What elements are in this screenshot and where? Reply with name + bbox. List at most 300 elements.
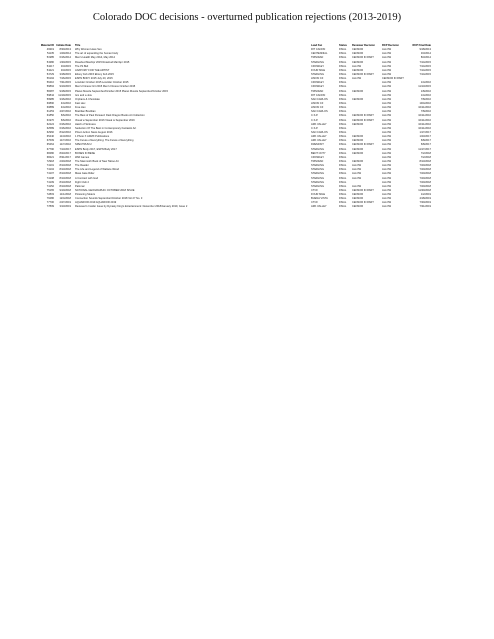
cell-initiate-date: 4/4/2016	[60, 101, 71, 105]
cell-rcp-final-date: 8/3/2014	[420, 56, 431, 60]
cell-rcp-final-date: 7/14/2015	[419, 64, 431, 68]
cell-lead-fac: C.S.P.	[311, 118, 319, 122]
cell-rcp-final-date: 7/20/2018	[419, 176, 431, 180]
cell-title: The Future of Everything: The Future of Everything	[75, 139, 134, 143]
cell-title: Men's Health May 2014, May 2014	[75, 56, 115, 60]
cell-rcp-decision: ALLOW	[382, 85, 392, 89]
cell-title: SPECTRUM 2	[75, 143, 92, 147]
cell-status: FINAL	[339, 101, 347, 105]
cell-lead-fac: RIT CANON	[311, 48, 326, 52]
cell-material-id: 54729	[46, 72, 54, 76]
cell-status: FINAL	[339, 197, 347, 201]
cell-material-id: 59844	[46, 93, 54, 97]
cell-reviewer-decision: CENSOR	[352, 197, 364, 201]
cell-reviewer-decision: CENSOR	[352, 97, 364, 101]
cell-title: A Contract with God	[75, 176, 99, 180]
cell-title: Seduction Of The Best in Contemporary Fantastic Art	[75, 126, 137, 130]
cell-material-id: 72918	[46, 159, 54, 163]
cell-title: ESPN Body 2017, ESPN Body 2017	[75, 147, 117, 151]
cell-rcp-decision: ALLOW	[382, 97, 392, 101]
cell-title: Ism and a Jew	[75, 93, 92, 97]
cell-title: Fight Club 2	[75, 180, 89, 184]
cell-initiate-date: 4/27/2016	[59, 110, 71, 114]
cell-rcp-final-date: 1/4/2016	[420, 93, 431, 97]
cell-title: Prison Action News August 2016	[75, 130, 113, 134]
cell-lead-fac: FOUR MILE	[311, 193, 326, 197]
cell-rcp-decision: ALLOW	[382, 81, 392, 85]
cell-reviewer-decision: CENSOR IN PART	[352, 143, 374, 147]
cell-rcp-final-date: 11/30/2018	[418, 188, 431, 192]
cell-initiate-date: 1/29/2014	[59, 52, 71, 56]
cell-lead-fac: CROWLEY	[311, 85, 325, 89]
cell-reviewer-decision: CENSOR IN PART	[352, 56, 374, 60]
cell-material-id: 59985	[46, 97, 54, 101]
cell-initiate-date: 7/16/2015	[59, 77, 71, 81]
cell-lead-fac: CTCF	[311, 188, 318, 192]
cell-reviewer-decision: ALLOW	[352, 64, 362, 68]
cell-status: FINAL	[339, 48, 347, 52]
cell-title: Hatch of Sickness	[75, 122, 96, 126]
column-header-material-id: Material ID	[40, 44, 54, 47]
cell-title: The Mammoth Book of New Tattoo Art	[75, 159, 119, 163]
cell-title: The art of expanding the human body	[75, 52, 119, 56]
cell-lead-fac: TRINIDAD	[311, 159, 324, 163]
cell-initiate-date: 2/20/2018	[59, 159, 71, 163]
cell-reviewer-decision: CENSOR IN PART	[352, 188, 374, 192]
cell-initiate-date: 8/13/2018	[59, 164, 71, 168]
cell-material-id: 76286	[46, 197, 54, 201]
cell-rcp-decision: ALLOW	[382, 122, 392, 126]
cell-status: FINAL	[339, 201, 347, 205]
cell-initiate-date: 9/18/2015	[59, 89, 71, 93]
cell-title: ANATOMY FOR THE ARTIST	[75, 68, 110, 72]
cell-initiate-date: 6/16/2014	[59, 56, 71, 60]
cell-title: The Life and Legend of Wallace Wood	[75, 168, 119, 172]
cell-lead-fac: STERLING	[311, 184, 324, 188]
cell-status: FINAL	[339, 143, 347, 147]
table-row	[40, 205, 460, 209]
cell-rcp-decision: ALLOW	[382, 135, 392, 139]
cell-rcp-final-date: 7/14/2015	[419, 72, 431, 76]
cell-title: BONES IN BESE	[75, 151, 96, 155]
cell-rcp-final-date: 1/23/2017	[419, 135, 431, 139]
cell-initiate-date: 8/13/2018	[59, 176, 71, 180]
cell-reviewer-decision: CENSOR IN PART	[352, 114, 374, 118]
cell-initiate-date: 7/31/2015	[59, 81, 71, 85]
cell-initiate-date: 6/16/2016	[59, 126, 71, 130]
cell-material-id: 49319	[46, 48, 54, 52]
cell-rcp-final-date: 6/8/2017	[420, 139, 431, 143]
cell-material-id: 65464	[46, 143, 54, 147]
cell-lead-fac: CROWLEY	[311, 64, 325, 68]
cell-rcp-decision: ALLOW	[382, 72, 392, 76]
cell-rcp-final-date: 11/17/2017	[418, 147, 431, 151]
cell-rcp-final-date: 1/8/2016	[420, 89, 431, 93]
cell-status: FINAL	[339, 110, 347, 114]
cell-rcp-decision: ALLOW	[382, 159, 392, 163]
cell-reviewer-decision: CENSOR	[352, 52, 364, 56]
cell-initiate-date: 6/6/2016	[60, 118, 71, 122]
cell-initiate-date: 8/30/2013	[59, 48, 71, 52]
cell-lead-fac: CROWLEY	[311, 155, 325, 159]
cell-status: FINAL	[339, 176, 347, 180]
cell-material-id: 51135	[46, 52, 54, 56]
cell-reviewer-decision: CENSOR	[352, 122, 364, 126]
cell-status: FINAL	[339, 135, 347, 139]
cell-reviewer-decision: CENSOR	[352, 68, 364, 72]
cell-status: FINAL	[339, 151, 347, 155]
cell-lead-fac: STERLING	[311, 172, 324, 176]
cell-lead-fac: SAN CARLOS	[311, 97, 328, 101]
cell-status: FINAL	[339, 122, 347, 126]
cell-lead-fac: C.S.P.	[311, 126, 319, 130]
cell-rcp-decision: ALLOW	[382, 201, 392, 205]
cell-material-id: 75165	[46, 188, 54, 192]
cell-status: FINAL	[339, 164, 347, 168]
cell-rcp-decision: ALLOW	[382, 106, 392, 110]
cell-rcp-final-date: 4/18/2019	[419, 197, 431, 201]
cell-material-id: 74152	[46, 184, 54, 188]
cell-material-id: 54380	[46, 60, 54, 64]
cell-lead-fac: BUENA VISTA	[311, 197, 328, 201]
cell-status: FINAL	[339, 139, 347, 143]
cell-title: 1 Photo X ADMX Publications	[75, 135, 110, 139]
cell-material-id: 74108	[46, 176, 54, 180]
cell-rcp-final-date: 6/8/2017	[420, 143, 431, 147]
cell-reviewer-decision: CENSOR	[352, 147, 364, 151]
cell-lead-fac: CROWLEY	[311, 81, 325, 85]
cell-rcp-decision: ALLOW	[382, 60, 392, 64]
cell-initiate-date: 11/19/2015	[58, 93, 71, 97]
cell-rcp-decision: ALLOW	[382, 143, 392, 147]
cell-lead-fac: STERLING	[311, 168, 324, 172]
cell-status: FINAL	[339, 60, 347, 64]
cell-status: FINAL	[339, 193, 347, 197]
cell-title: Why Women Have Sex	[75, 48, 102, 52]
cell-rcp-decision: ALLOW	[382, 110, 392, 114]
cell-rcp-decision: ALLOW	[382, 205, 392, 209]
cell-title: The Best of Paul Persaud: Dark Dragon Books Art Collection	[75, 114, 145, 118]
decisions-table	[40, 44, 460, 210]
cell-material-id: 74109	[46, 180, 54, 184]
cell-reviewer-decision: ALLOW	[352, 184, 362, 188]
cell-initiate-date: 9/10/2015	[59, 85, 71, 89]
cell-rcp-decision: ALLOW	[382, 101, 392, 105]
cell-material-id: 58487	[46, 89, 54, 93]
cell-title: Rosebud Mar/Apr 2015 Rosebud Mar/Apr 2015	[75, 60, 130, 64]
cell-rcp-decision: ALLOW	[382, 64, 392, 68]
cell-status: FINAL	[339, 85, 347, 89]
cell-status: FINAL	[339, 64, 347, 68]
cell-rcp-decision: ALLOW	[382, 147, 392, 151]
cell-rcp-decision: ALLOW	[382, 126, 392, 130]
cell-material-id: 51985	[46, 56, 54, 60]
cell-rcp-final-date: 7/14/2015	[419, 60, 431, 64]
cell-material-id: 61850	[46, 114, 54, 118]
cell-rcp-final-date: 7/20/2018	[419, 180, 431, 184]
cell-reviewer-decision: ALLOW	[352, 164, 362, 168]
cell-lead-fac: ARK VALLEY	[311, 122, 327, 126]
cell-initiate-date: 8/13/2018	[59, 172, 71, 176]
cell-status: FINAL	[339, 118, 347, 122]
cell-material-id: 62224	[46, 122, 54, 126]
cell-rcp-decision: ALLOW	[382, 184, 392, 188]
cell-rcp-final-date: 3/3/2014	[420, 52, 431, 56]
cell-status: FINAL	[339, 130, 347, 134]
cell-initiate-date: 8/13/2018	[59, 168, 71, 172]
cell-initiate-date: 8/13/2018	[59, 184, 71, 188]
cell-reviewer-decision: ALLOW	[352, 168, 362, 172]
cell-title: Poisoning Sisters	[75, 193, 96, 197]
cell-material-id: 67790	[46, 147, 54, 151]
cell-lead-fac: FREMONT	[311, 143, 324, 147]
cell-reviewer-decision: CENSOR	[352, 89, 364, 93]
cell-reviewer-decision: ALLOW	[352, 172, 362, 176]
cell-initiate-date: 3/13/2019	[59, 205, 71, 209]
cell-lead-fac: STERLING	[311, 176, 324, 180]
cell-rcp-final-date: 7/8/2016	[420, 97, 431, 101]
cell-status: FINAL	[339, 172, 347, 176]
column-header-reviewer-decision: Reviewer Decision	[352, 44, 375, 47]
cell-title: Ebony Feb 2015 Ebony Feb 2015	[75, 72, 114, 76]
cell-title: Fast Hex	[75, 101, 86, 105]
cell-initiate-date: 11/7/2016	[59, 139, 71, 143]
column-header-rcp-final-date: RCP Final Date	[412, 44, 431, 47]
cell-status: FINAL	[339, 159, 347, 163]
cell-rcp-final-date: 7/8/2016	[420, 110, 431, 114]
cell-material-id: 56410	[46, 81, 54, 85]
column-header-initiate-date: Initiate Date	[56, 44, 71, 47]
cell-material-id: 62960	[46, 130, 54, 134]
cell-lead-fac: STERLING	[311, 164, 324, 168]
cell-title: Wild Games	[75, 155, 90, 159]
cell-title: Palomar	[75, 184, 85, 188]
cell-material-id: 60889	[46, 106, 54, 110]
cell-rcp-final-date: 10/11/2016	[418, 126, 431, 130]
cell-title: Men's Fitness Oct 2015 Men's Fitness October 2015	[75, 85, 136, 89]
cell-rcp-decision: ALLOW	[382, 89, 392, 93]
cell-status: FINAL	[339, 155, 347, 159]
cell-title: Lowrider October 2015 Lowrider October 2015	[75, 81, 129, 85]
cell-lead-fac: SAN CARLOS	[311, 130, 328, 134]
cell-rcp-final-date: 7/20/2018	[419, 172, 431, 176]
cell-rcp-final-date: 10/11/2016	[418, 106, 431, 110]
cell-reviewer-decision: CENSOR	[352, 205, 364, 209]
cell-reviewer-decision: CENSOR	[352, 193, 364, 197]
cell-title: The Reader	[75, 164, 89, 168]
cell-status: FINAL	[339, 72, 347, 76]
cell-rcp-decision: ALLOW	[382, 188, 392, 192]
cell-rcp-final-date: 7/20/2018	[419, 168, 431, 172]
column-header-lead-fac: Lead Fac	[311, 44, 323, 47]
cell-material-id: 77809	[46, 205, 54, 209]
cell-material-id: 54221	[46, 68, 54, 72]
cell-lead-fac: STERLING	[311, 60, 324, 64]
cell-status: FINAL	[339, 89, 347, 93]
cell-reviewer-decision: CENSOR	[352, 60, 364, 64]
cell-initiate-date: 11/7/2016	[59, 143, 71, 147]
cell-lead-fac: ARK VALLEY	[311, 135, 327, 139]
cell-rcp-decision: ALLOW	[382, 93, 392, 97]
cell-rcp-final-date: 10/11/2016	[418, 114, 431, 118]
cell-status: FINAL	[339, 68, 347, 72]
cell-rcp-final-date: 7/31/2019	[419, 205, 431, 209]
cell-reviewer-decision: CENSOR IN PART	[352, 72, 374, 76]
cell-rcp-decision: ALLOW	[382, 197, 392, 201]
cell-rcp-decision: ALLOW	[382, 48, 392, 52]
cell-title: AQUARIOR 2019 AQUARIOR 2019	[75, 201, 117, 205]
cell-material-id: 74104	[46, 168, 54, 172]
cell-material-id: 74101	[46, 164, 54, 168]
cell-material-id: 60890	[46, 101, 54, 105]
cell-reviewer-decision: CENSOR IN PART	[352, 118, 374, 122]
cell-status: FINAL	[339, 52, 347, 56]
cell-reviewer-decision: CENSOR	[352, 48, 364, 52]
cell-status: FINAL	[339, 147, 347, 151]
cell-rcp-final-date: 8/13/2018	[419, 159, 431, 163]
cell-rcp-final-date: 7/14/2015	[419, 68, 431, 72]
cell-status: FINAL	[339, 205, 347, 209]
column-header-title: Title	[75, 44, 81, 47]
cell-lead-fac: CENTENNIAL	[311, 52, 328, 56]
cell-reviewer-decision: CENSOR	[352, 139, 364, 143]
cell-lead-fac: ARK VALLEY	[311, 139, 327, 143]
cell-material-id: 68480	[46, 151, 54, 155]
cell-rcp-decision: ALLOW	[382, 130, 392, 134]
cell-title: Free Hex	[75, 106, 86, 110]
cell-lead-fac: STERLING	[311, 72, 324, 76]
column-header-status: Status	[339, 44, 347, 47]
cell-lead-fac: SAN CARLOS	[311, 110, 328, 114]
cell-status: FINAL	[339, 56, 347, 60]
cell-title: Reviewer's Insider Issue by Dynasty King's Entertainment: December 2018/January 2019, Issue 2	[75, 205, 188, 209]
cell-rcp-final-date: 7/30/2019	[419, 201, 431, 205]
cell-title: Orphans & Chocolate	[75, 97, 100, 101]
cell-rcp-decision: ALLOW	[382, 114, 392, 118]
cell-rcp-decision: ALLOW	[382, 164, 392, 168]
cell-rcp-final-date: 7/20/2018	[419, 184, 431, 188]
cell-reviewer-decision: CENSOR	[352, 159, 364, 163]
cell-initiate-date: 7/13/2017	[59, 147, 71, 151]
cell-initiate-date: 11/1/2018	[59, 193, 71, 197]
cell-status: FINAL	[339, 180, 347, 184]
cell-material-id: 61453	[46, 110, 54, 114]
cell-lead-fac: TRINIDAD	[311, 89, 324, 93]
cell-rcp-final-date: 11/13/2015	[418, 85, 431, 89]
cell-rcp-final-date: 7/2/2018	[420, 155, 431, 159]
cell-material-id: 68421	[46, 155, 54, 159]
cell-title: NATIONAL GEOGRAPHIC OCTOBER 2018 ISSUE	[75, 188, 135, 192]
cell-initiate-date: 8/12/2016	[59, 130, 71, 134]
cell-rcp-decision: ALLOW	[382, 180, 392, 184]
cell-rcp-final-date: 10/11/2016	[418, 118, 431, 122]
cell-rcp-decision: CENSOR IN PART	[382, 77, 404, 81]
cell-rcp-decision: ALLOW	[382, 168, 392, 172]
cell-lead-fac: STERLING	[311, 147, 324, 151]
cell-material-id: 65440	[46, 135, 54, 139]
cell-initiate-date: 3/3/2015	[60, 68, 71, 72]
cell-lead-fac: LIMON CF	[311, 106, 324, 110]
cell-initiate-date: 1/30/2015	[59, 60, 71, 64]
cell-lead-fac: BENT CNTY	[311, 151, 326, 155]
cell-rcp-final-date: 10/4/2016	[419, 101, 431, 105]
cell-rcp-decision: ALLOW	[382, 172, 392, 176]
cell-rcp-decision: ALLOW	[382, 155, 392, 159]
cell-status: FINAL	[339, 168, 347, 172]
cell-rcp-decision: ALLOW	[382, 176, 392, 180]
cell-lead-fac: STERLING	[311, 180, 324, 184]
cell-initiate-date: 12/4/2018	[59, 197, 71, 201]
cell-lead-fac: ARK VALLEY	[311, 205, 327, 209]
cell-initiate-date: 3/16/2016	[59, 97, 71, 101]
cell-status: FINAL	[339, 77, 347, 81]
cell-lead-fac: CTCF	[311, 201, 318, 205]
cell-rcp-final-date: 7/2/2018	[420, 151, 431, 155]
cell-rcp-final-date: 1/4/2016	[420, 81, 431, 85]
cell-status: FINAL	[339, 184, 347, 188]
cell-rcp-decision: ALLOW	[382, 193, 392, 197]
cell-rcp-final-date: 1/17/2017	[419, 130, 431, 134]
column-header-rcp-decision: RCP Decision	[382, 44, 399, 47]
cell-reviewer-decision: ALLOW	[352, 77, 362, 81]
cell-lead-fac: C.S.P.	[311, 114, 319, 118]
cell-title: ESPN BODY 2015 July 20, 2015	[75, 77, 113, 81]
cell-initiate-date: 8/31/2017	[59, 155, 71, 159]
cell-material-id: 77700	[46, 201, 54, 205]
cell-title: The Pit Bull	[75, 64, 89, 68]
cell-status: FINAL	[339, 126, 347, 130]
cell-status: FINAL	[339, 81, 347, 85]
cell-reviewer-decision: ALLOW	[352, 176, 362, 180]
cell-lead-fac: RIT CANON	[311, 93, 326, 97]
cell-status: FINAL	[339, 97, 347, 101]
cell-rcp-decision: ALLOW	[382, 151, 392, 155]
cell-material-id: 61970	[46, 118, 54, 122]
cell-title: Connection Sounds September/October 2018 Vol 27 No. 3	[75, 197, 143, 201]
cell-initiate-date: 11/3/2016	[59, 135, 71, 139]
cell-title: Planet Muscle September/October 2015 Planet Muscle September/October 2015	[75, 89, 168, 93]
cell-lead-fac: FOUR MILE	[311, 68, 326, 72]
cell-material-id: 56194	[46, 77, 54, 81]
cell-status: FINAL	[339, 106, 347, 110]
cell-material-id: 67609	[46, 139, 54, 143]
cell-reviewer-decision: CENSOR IN PART	[352, 201, 374, 205]
cell-initiate-date: 6/6/2016	[60, 114, 71, 118]
cell-rcp-final-date: 7/20/2018	[419, 164, 431, 168]
page-title: Colorado DOC decisions - overturned publication rejections (2013-2019)	[92, 12, 402, 23]
cell-lead-fac: TRINIDAD	[311, 56, 324, 60]
cell-status: FINAL	[339, 188, 347, 192]
cell-initiate-date: 8/13/2018	[59, 180, 71, 184]
cell-material-id: 56894	[46, 85, 54, 89]
cell-initiate-date: 8/23/2017	[59, 151, 71, 155]
cell-initiate-date: 9/10/2018	[59, 188, 71, 192]
cell-initiate-date: 4/4/2016	[60, 106, 71, 110]
cell-title: Visual w September 2016 Visual w September 2016	[75, 118, 135, 122]
cell-material-id: 62589	[46, 126, 54, 130]
cell-rcp-decision: ALLOW	[382, 52, 392, 56]
cell-lead-fac: LIMON CF	[311, 101, 324, 105]
cell-initiate-date: 2/27/2019	[59, 201, 71, 205]
cell-reviewer-decision: CENSOR	[352, 151, 364, 155]
cell-rcp-decision: ALLOW	[382, 139, 392, 143]
cell-rcp-final-date: 9/18/2013	[419, 48, 431, 52]
cell-rcp-decision: ALLOW	[382, 118, 392, 122]
cell-initiate-date: 3/18/2015	[59, 72, 71, 76]
cell-lead-fac: LIMON CF	[311, 77, 324, 81]
cell-reviewer-decision: CENSOR	[352, 135, 364, 139]
cell-initiate-date: 6/16/2016	[59, 122, 71, 126]
